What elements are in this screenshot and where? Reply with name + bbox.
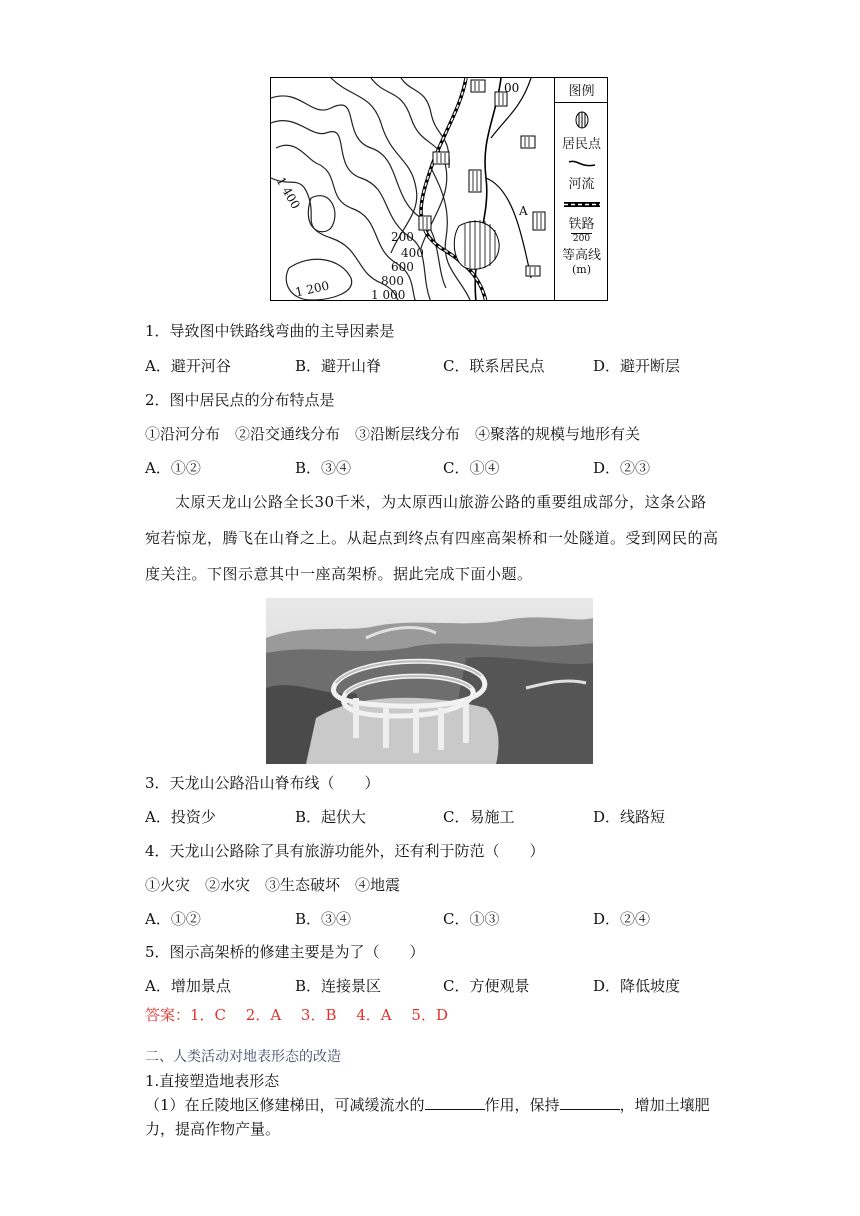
legend-unit: (m) [571, 263, 591, 276]
fill-in-item-1-continued: 力，提高作物产量。 [145, 1120, 281, 1138]
settlement-legend-icon [555, 111, 608, 133]
question-1-stem: 1．导致图中铁路线弯曲的主导因素是 [145, 322, 395, 340]
question-2-option-b: B．③④ [295, 459, 352, 477]
question-1-option-b: B．避开山脊 [295, 357, 382, 375]
question-1-option-d: D．避开断层 [593, 357, 681, 375]
section-subheading: 1.直接塑造地表形态 [145, 1072, 280, 1090]
viaduct-photo [266, 598, 593, 764]
fill-in-blank-1[interactable] [425, 1095, 485, 1110]
section-title: 二、人类活动对地表形态的改造 [145, 1049, 341, 1065]
question-3-option-b: B．起伏大 [295, 808, 367, 826]
contour-label-1400: 1 400 [273, 174, 303, 212]
point-a-label: A [519, 204, 528, 218]
question-1-option-c: C．联系居民点 [443, 357, 545, 375]
contour-label-600: 600 [391, 260, 414, 274]
question-5-option-c: C．方便观景 [443, 977, 530, 995]
question-5-stem: 5．图示高架桥的修建主要是为了（ ） [145, 943, 425, 961]
contour-label-1000: 1 000 [371, 288, 406, 301]
river-legend-icon [555, 158, 608, 173]
legend-label-contour: 等高线 [561, 248, 601, 263]
contour-label-400: 400 [401, 246, 424, 260]
legend-label-railway: 铁路 [568, 217, 595, 232]
reading-passage: 太原天龙山公路全长30千米，为太原西山旅游公路的重要组成部分，这条公路宛若惊龙，腾飞在山脊之上。从起点到终点有四座高架桥和一处隧道。受到网民的高度关注。下图示意其中一座高架桥。据此完成下面小题。 [145, 493, 719, 583]
legend-title: 图例 [555, 77, 608, 103]
contour-label-1200: 1 200 [293, 278, 331, 300]
question-3-option-c: C．易施工 [443, 808, 515, 826]
legend-contour-sample: 200 [572, 234, 591, 244]
question-4-option-b: B．③④ [295, 910, 352, 928]
question-5-option-a: A．增加景点 [145, 977, 231, 995]
question-5-option-d: D．降低坡度 [593, 977, 681, 995]
question-4-statements: ①火灾 ②水灾 ③生态破坏 ④地震 [145, 876, 401, 894]
question-2-statements: ①沿河分布 ②沿交通线分布 ③沿断层线分布 ④聚落的规模与地形有关 [145, 425, 641, 443]
contour-label-800: 800 [381, 274, 404, 288]
question-4-option-a: A．①② [145, 910, 201, 928]
fill-in-text-a: （1）在丘陵地区修建梯田，可减缓流水的 [145, 1096, 425, 1114]
railway-legend-icon [555, 198, 608, 213]
contour-label-200: 200 [391, 230, 414, 244]
legend-label-river: 河流 [568, 177, 595, 192]
answer-key: 答案：1．C 2．A 3．B 4．A 5．D [145, 1006, 448, 1024]
svg-text:00: 00 [504, 81, 520, 95]
question-4-option-d: D．②④ [593, 910, 651, 928]
question-3-option-d: D．线路短 [593, 808, 666, 826]
fill-in-item-1 [145, 1094, 710, 1115]
fill-in-blank-2[interactable] [560, 1095, 620, 1110]
map-legend [554, 77, 608, 301]
question-3-option-a: A．投资少 [145, 808, 216, 826]
legend-label-settlement: 居民点 [561, 137, 601, 152]
question-2-option-c: C．①④ [443, 459, 500, 477]
fill-in-text-c: ，增加土壤肥 [619, 1096, 710, 1114]
fill-in-text-b: 作用，保持 [484, 1096, 560, 1114]
question-5-option-b: B．连接景区 [295, 977, 382, 995]
question-2-option-d: D．②③ [593, 459, 651, 477]
question-1-option-a: A．避开河谷 [145, 357, 231, 375]
question-3-stem: 3．天龙山公路沿山脊布线（ ） [145, 774, 380, 792]
question-2-option-a: A．①② [145, 459, 201, 477]
contour-legend-icon [555, 234, 608, 244]
question-4-option-c: C．①③ [443, 910, 500, 928]
question-2-stem: 2．图中居民点的分布特点是 [145, 391, 335, 409]
question-4-stem: 4．天龙山公路除了具有旅游功能外，还有利于防范（ ） [145, 842, 545, 860]
